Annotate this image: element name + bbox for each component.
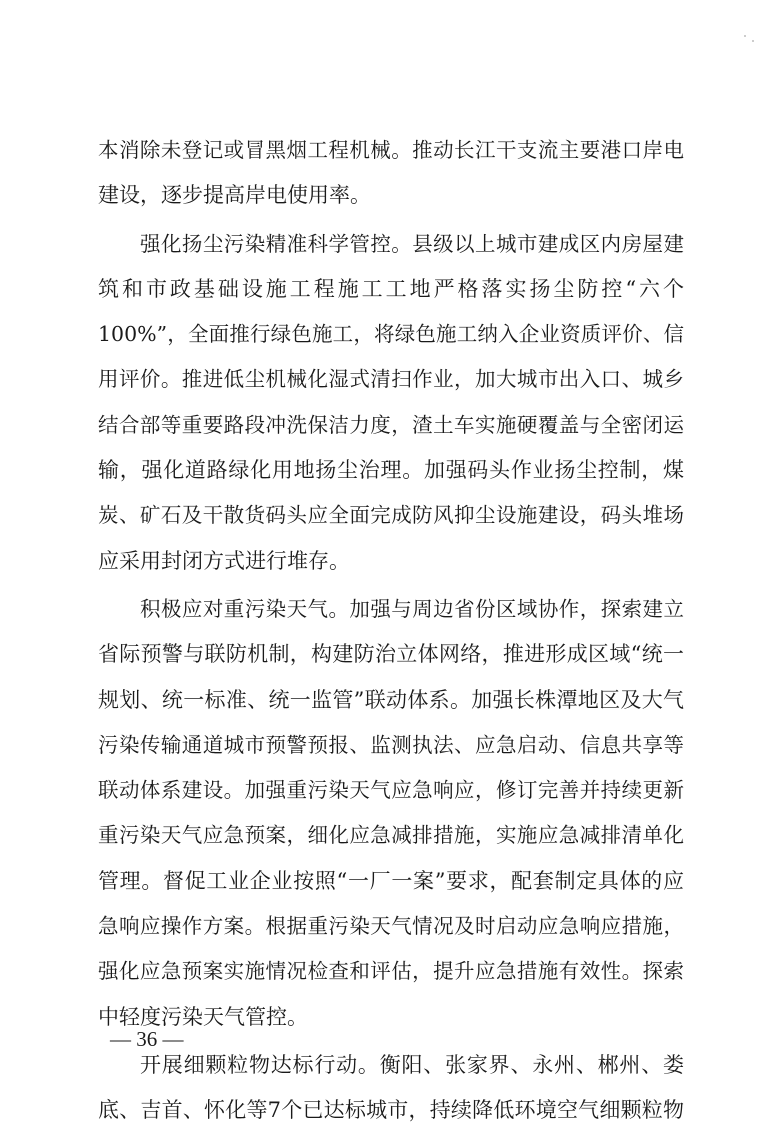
- text-line: 急响应操作方案。根据重污染天气情况及时启动应急响应措施，: [98, 914, 684, 939]
- paragraph-fine-particulate: [98, 1043, 684, 1134]
- text-line: 底、吉首、怀化等7个已达标城市，持续降低环境空气细颗粒物: [98, 1098, 684, 1123]
- text-line: 筑和市政基础设施工程施工工地严格落实扬尘防控“六个: [98, 276, 684, 301]
- paragraph-dust-control: [98, 222, 684, 584]
- text-line: 100%”，全面推行绿色施工，将绿色施工纳入企业资质评价、信: [98, 322, 684, 347]
- text-line: 中轻度污染天气管控。: [98, 1004, 308, 1029]
- text-line: 重污染天气应急预案，细化应急减排措施，实施应急减排清单化: [98, 823, 684, 848]
- text-line: 污染传输通道城市预警预报、监测执法、应急启动、信息共享等: [98, 732, 684, 757]
- text-line: 应采用封闭方式进行堆存。: [98, 548, 350, 573]
- text-line: 强化应急预案实施情况检查和评估，提升应急措施有效性。探索: [98, 959, 684, 984]
- text-line: 规划、统一标准、统一监管”联动体系。加强长株潭地区及大气: [98, 687, 684, 712]
- text-line: 积极应对重污染天气。加强与周边省份区域协作，探索建立: [140, 596, 684, 621]
- paragraph-shore-power: [98, 128, 684, 219]
- text-line: 强化扬尘污染精准科学管控。县级以上城市建成区内房屋建: [140, 231, 684, 256]
- text-line: 开展细颗粒物达标行动。衡阳、张家界、永州、郴州、娄: [140, 1052, 684, 1077]
- text-line: 本消除未登记或冒黑烟工程机械。推动长江干支流主要港口岸电: [98, 138, 684, 162]
- text-line: 管理。督促工业企业按照“一厂一案”要求，配套制定具体的应: [98, 868, 684, 893]
- text-line: 输，强化道路绿化用地扬尘治理。加强码头作业扬尘控制，煤: [98, 458, 684, 483]
- scan-speck: [752, 40, 754, 42]
- page-number: — 36 —: [110, 1027, 184, 1051]
- text-line: 建设，逐步提高岸电使用率。: [98, 183, 371, 208]
- text-line: 用评价。推进低尘机械化湿式清扫作业，加大城市出入口、城乡: [98, 367, 684, 392]
- body-text: [98, 128, 684, 1134]
- scan-speck: [744, 35, 746, 37]
- text-line: 省际预警与联防机制，构建防治立体网络，推进形成区域“统一: [98, 642, 684, 667]
- text-line: 炭、矿石及干散货码头应全面完成防风抑尘设施建设，码头堆场: [98, 503, 684, 528]
- paragraph-heavy-pollution: [98, 587, 684, 1040]
- text-line: 联动体系建设。加强重污染天气应急响应，修订完善并持续更新: [98, 778, 684, 803]
- text-line: 结合部等重要路段冲洗保洁力度，渣土车实施硬覆盖与全密闭运: [98, 412, 684, 437]
